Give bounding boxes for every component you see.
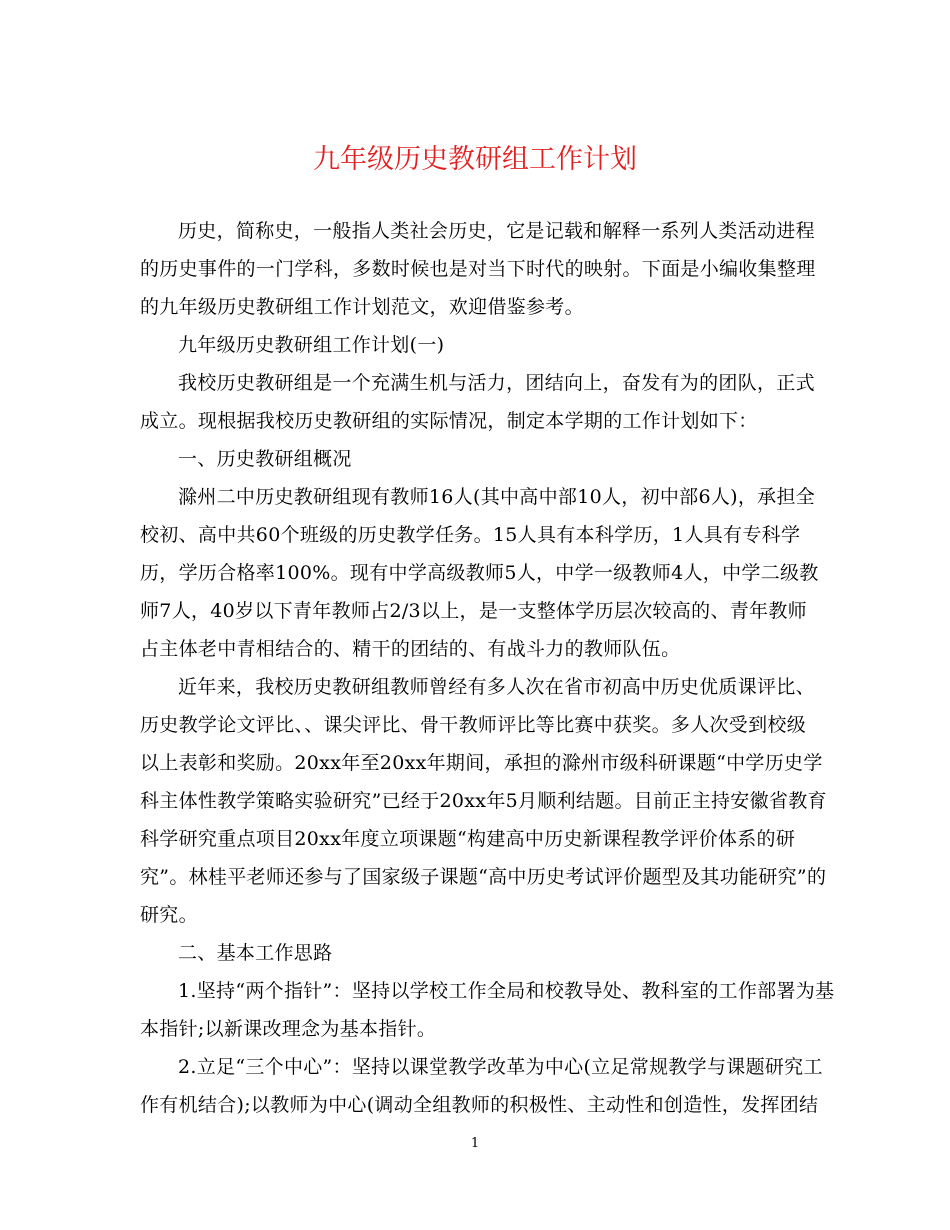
text-line: 的九年级历史教研组工作计划范文，欢迎借鉴参考。 (140, 296, 584, 318)
text-line: 一、历史教研组概况 (178, 448, 352, 470)
text-line: 滁州二中历史教研组现有教师16人(其中高中部10人，初中部6人)，承担全 (178, 486, 816, 508)
text-line: 二、基本工作思路 (178, 942, 333, 964)
text-line: 作有机结合);以教师为中心(调动全组教师的积极性、主动性和创造性，发挥团结 (140, 1094, 819, 1116)
document-body (140, 212, 835, 1124)
text-line: 究”。林桂平老师还参与了国家级子课题“高中历史考试评价题型及其功能研究”的 (140, 866, 827, 888)
page-number: 1 (470, 1136, 480, 1151)
text-line: 2.立足“三个中心”：坚持以课堂教学改革为中心(立足常规教学与课题研究工 (178, 1056, 823, 1078)
document-title: 九年级历史教研组工作计划 (313, 144, 637, 175)
text-line: 1.坚持“两个指针”：坚持以学校工作全局和校教导处、教科室的工作部署为基 (178, 980, 835, 1002)
text-line: 科学研究重点项目20xx年度立项课题“构建高中历史新课程教学评价体系的研 (140, 828, 796, 850)
text-line: 近年来，我校历史教研组教师曾经有多人次在省市初高中历史优质课评比、 (178, 676, 815, 698)
text-line: 占主体老中青相结合的、精干的团结的、有战斗力的教师队伍。 (140, 638, 681, 660)
text-line: 以上表彰和奖励。20xx年至20xx年期间，承担的滁州市级科研课题“中学历史学 (140, 752, 823, 774)
text-line: 本指针;以新课改理念为基本指针。 (140, 1018, 437, 1040)
text-line: 校初、高中共60个班级的历史教学任务。15人具有本科学历，1人具有专科学 (140, 524, 801, 546)
text-line: 成立。现根据我校历史教研组的实际情况，制定本学期的工作计划如下： (140, 410, 758, 432)
text-line: 师7人，40岁以下青年教师占2/3以上，是一支整体学历层次较高的、青年教师 (140, 600, 807, 622)
text-line: 历史教学论文评比、、课尖评比、骨干教师评比等比赛中获奖。多人次受到校级 (140, 714, 807, 736)
text-line: 九年级历史教研组工作计划(一) (178, 334, 445, 356)
text-line: 我校历史教研组是一个充满生机与活力，团结向上，奋发有为的团队，正式 (178, 372, 815, 394)
text-line: 研究。 (140, 904, 198, 926)
text-line: 的历史事件的一门学科，多数时候也是对当下时代的映射。下面是小编收集整理 (140, 258, 816, 280)
text-line: 历，学历合格率100%。现有中学高级教师5人，中学一级教师4人，中学二级教 (140, 562, 819, 584)
text-line: 历史，简称史，一般指人类社会历史，它是记载和解释一系列人类活动进程 (178, 220, 815, 242)
text-line: 科主体性教学策略实验研究”已经于20xx年5月顺利结题。目前正主持安徽省教育 (140, 790, 827, 812)
